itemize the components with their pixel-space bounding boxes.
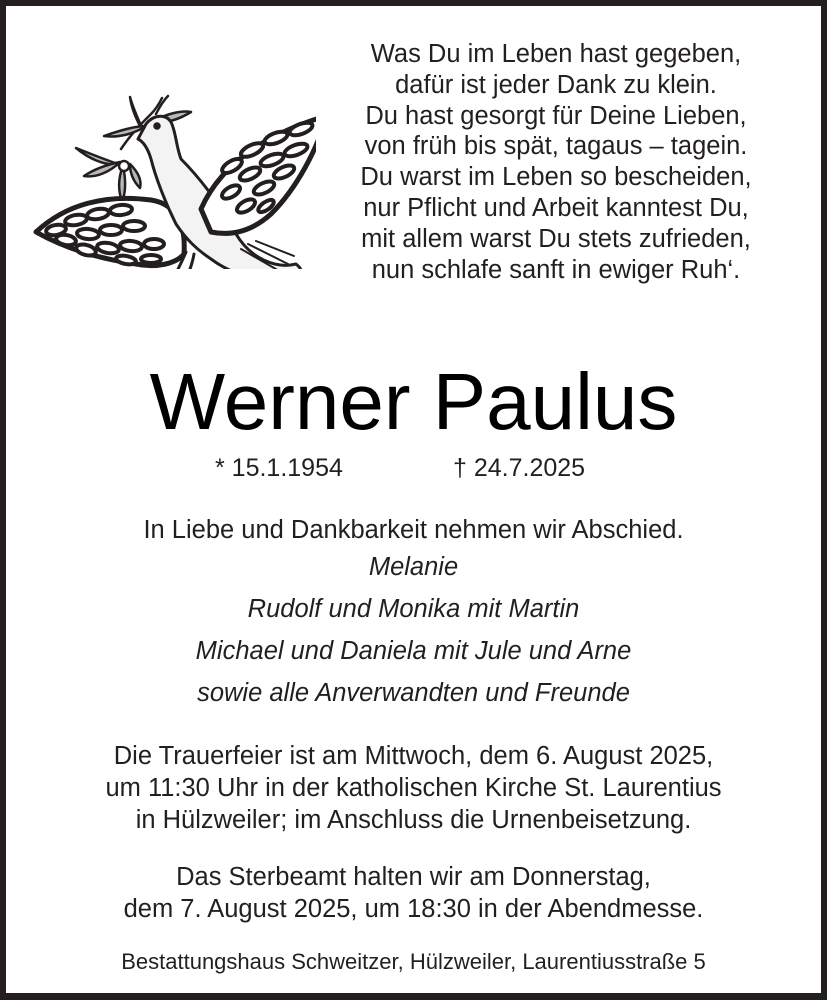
mourner: Rudolf und Monika mit Martin	[247, 595, 580, 623]
poem-line: Du hast gesorgt für Deine Lieben,	[365, 101, 747, 130]
mass-line: Das Sterbeamt halten wir am Donnerstag,	[176, 863, 651, 891]
farewell-line: In Liebe und Dankbarkeit nehmen wir Abschied.	[143, 516, 684, 544]
service-line: Die Trauerfeier ist am Mittwoch, dem 6. August 2025,	[113, 742, 714, 770]
poem-line: dafür ist jeder Dank zu klein.	[395, 70, 717, 99]
requiem-mass-info	[6, 861, 821, 925]
birth-date: * 15.1.1954	[215, 454, 343, 482]
funeral-home: Bestattungshaus Schweitzer, Hülzweiler, Laurentiusstraße 5	[121, 949, 706, 974]
poem-line: Was Du im Leben hast gegeben,	[370, 40, 742, 68]
poem-line: von früh bis spät, tagaus – tagein.	[364, 132, 748, 161]
funeral-service-info	[6, 740, 821, 836]
mourner: Michael und Daniela mit Jule und Arne	[195, 637, 632, 665]
poem	[306, 39, 806, 285]
mourners-list	[6, 546, 821, 714]
deceased-name: Werner Paulus	[149, 357, 678, 446]
mourner: Melanie	[368, 553, 459, 581]
obituary-notice	[6, 6, 821, 993]
poem-line: mit allem warst Du stets zufrieden,	[361, 224, 751, 253]
poem-line: nur Pflicht und Arbeit kanntest Du,	[363, 193, 749, 222]
poem-line: nun schlafe sanft in ewiger Ruh‘.	[371, 255, 741, 284]
dove-with-olive-branch-icon	[26, 54, 316, 269]
poem-line: Du warst im Leben so bescheiden,	[360, 163, 752, 192]
mourner: sowie alle Anverwandten und Freunde	[197, 679, 630, 707]
service-line: in Hülzweiler; im Anschluss die Urnenbeisetzung.	[135, 806, 692, 834]
service-line: um 11:30 Uhr in der katholischen Kirche St. Laurentius	[105, 774, 722, 802]
mass-line: dem 7. August 2025, um 18:30 in der Abendmesse.	[123, 895, 704, 923]
death-date: † 24.7.2025	[453, 454, 586, 482]
